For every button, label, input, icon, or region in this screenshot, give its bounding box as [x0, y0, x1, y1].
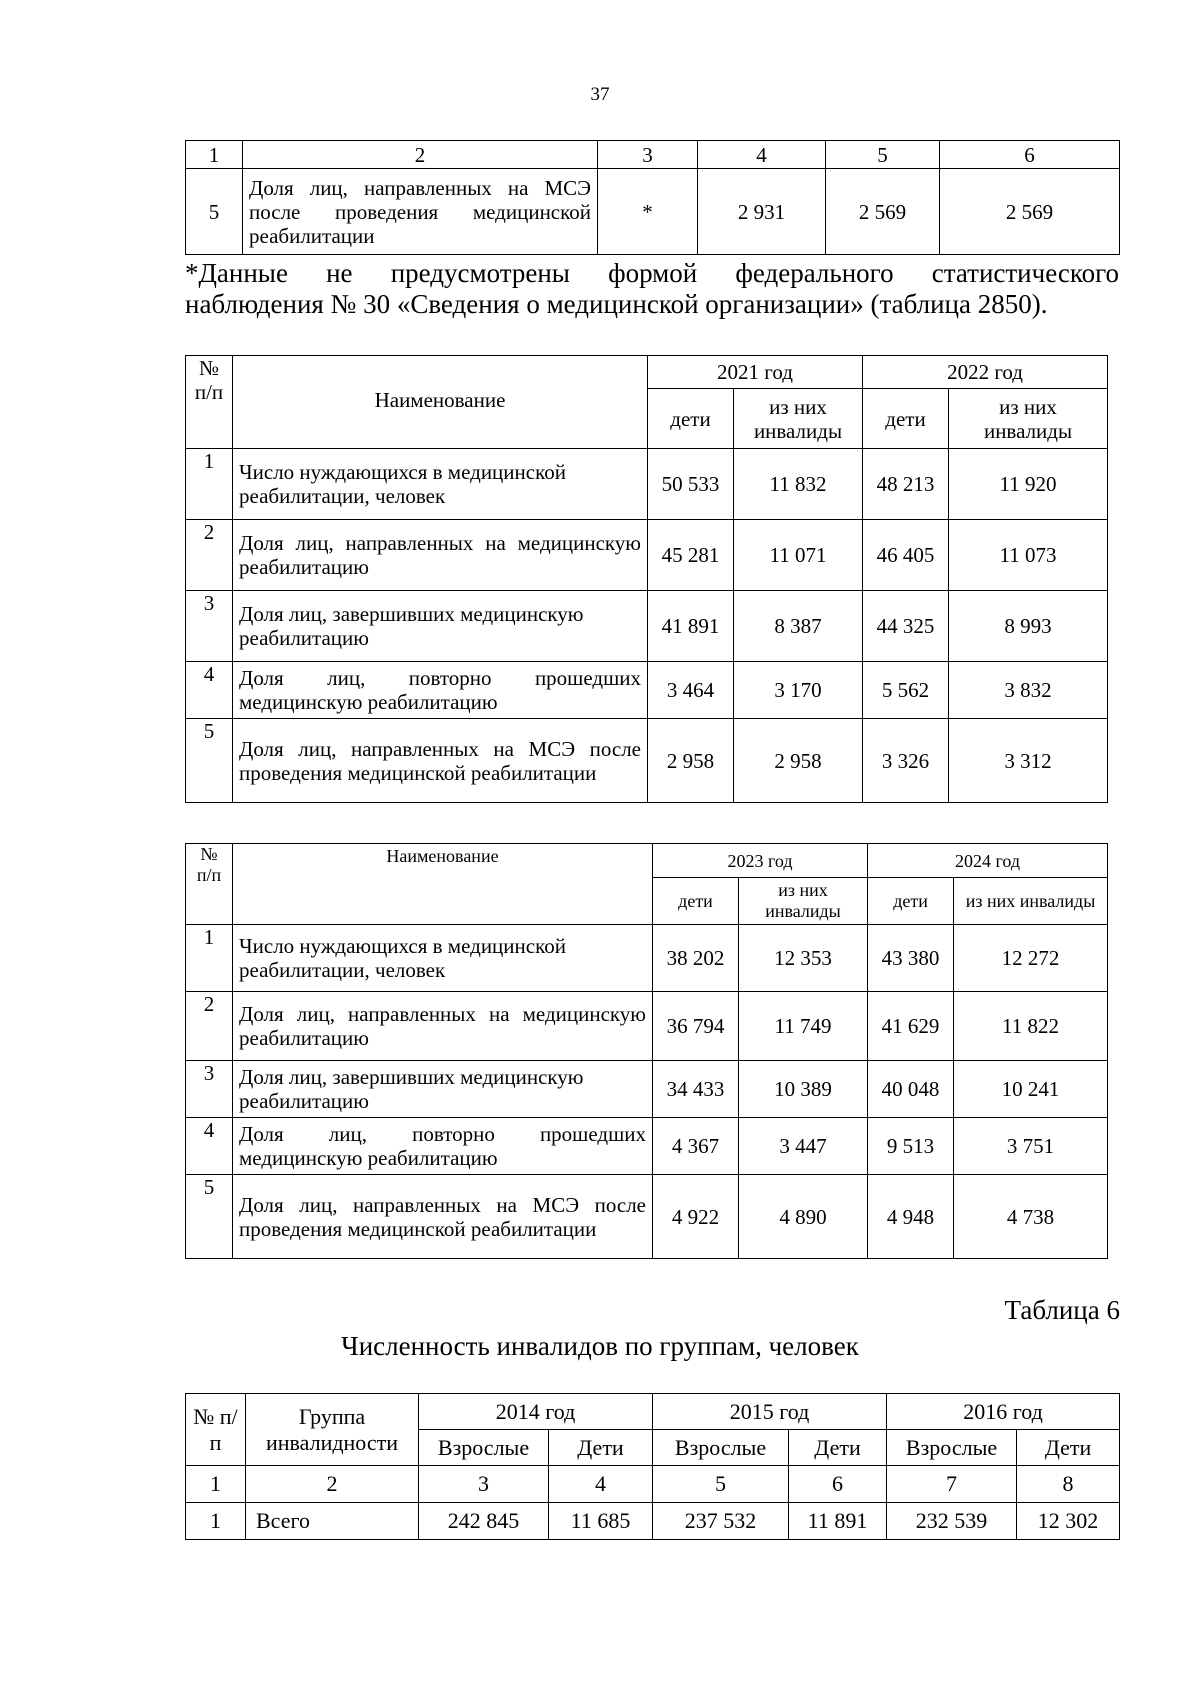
- children-header: Дети: [549, 1430, 653, 1466]
- value-cell: 5 562: [863, 662, 949, 719]
- index-cell: 4: [549, 1466, 653, 1503]
- num-header: № п/п: [186, 1394, 246, 1466]
- footnote-line-2: наблюдения № 30 «Сведения о медицинской организации» (таблица 2850).: [185, 289, 1048, 319]
- index-cell: 1: [186, 141, 243, 169]
- children-header: дети: [648, 389, 734, 449]
- index-cell: 7: [887, 1466, 1017, 1503]
- children-header: Дети: [1017, 1430, 1120, 1466]
- adults-header: Взрослые: [653, 1430, 789, 1466]
- value-cell: 10 389: [739, 1061, 868, 1118]
- row-number: 1: [186, 1503, 246, 1540]
- value-cell: 3 326: [863, 719, 949, 803]
- value-cell: 4 738: [954, 1175, 1108, 1259]
- value-cell: 3 832: [949, 662, 1108, 719]
- year-header: 2014 год: [419, 1394, 653, 1430]
- value-cell: 43 380: [868, 925, 954, 992]
- value-cell: 8 993: [949, 591, 1108, 662]
- table-row: [186, 662, 1108, 719]
- value-cell: *: [598, 169, 698, 255]
- value-cell: 10 241: [954, 1061, 1108, 1118]
- row-name: Доля лиц, направленных на МСЭ после проведения медицинской реабилитации: [233, 719, 648, 803]
- value-cell: 9 513: [868, 1118, 954, 1175]
- value-cell: 50 533: [648, 449, 734, 520]
- index-cell: 6: [789, 1466, 887, 1503]
- row-number: 4: [186, 1118, 233, 1175]
- footnote: [185, 258, 1119, 320]
- year-header: 2015 год: [653, 1394, 887, 1430]
- index-cell: 3: [598, 141, 698, 169]
- value-cell: 40 048: [868, 1061, 954, 1118]
- value-cell: 11 891: [789, 1503, 887, 1540]
- value-cell: 11 073: [949, 520, 1108, 591]
- table-row: [186, 1503, 1120, 1540]
- value-cell: 3 464: [648, 662, 734, 719]
- value-cell: 38 202: [653, 925, 739, 992]
- value-cell: 34 433: [653, 1061, 739, 1118]
- disabled-header: из них инвалиды: [739, 878, 868, 925]
- adults-header: Взрослые: [419, 1430, 549, 1466]
- value-cell: 8 387: [734, 591, 863, 662]
- value-cell: 3 751: [954, 1118, 1108, 1175]
- row-name: Доля лиц, повторно прошедших медицинскую реабилитацию: [233, 662, 648, 719]
- value-cell: 2 931: [698, 169, 826, 255]
- value-cell: 11 822: [954, 992, 1108, 1061]
- table-row: [186, 591, 1108, 662]
- value-cell: 11 749: [739, 992, 868, 1061]
- year-header: 2016 год: [887, 1394, 1120, 1430]
- continuation-table: [185, 140, 1120, 255]
- row-name: Доля лиц, повторно прошедших медицинскую реабилитацию: [233, 1118, 653, 1175]
- table-row: [186, 449, 1108, 520]
- table-row: [186, 1061, 1108, 1118]
- value-cell: 48 213: [863, 449, 949, 520]
- value-cell: 4 948: [868, 1175, 954, 1259]
- year-header: 2022 год: [863, 356, 1108, 389]
- value-cell: 36 794: [653, 992, 739, 1061]
- value-cell: 2 569: [940, 169, 1120, 255]
- children-header: Дети: [789, 1430, 887, 1466]
- table-label: Таблица 6: [1004, 1295, 1120, 1325]
- row-name: Доля лиц, завершивших медицинскую реабилитацию: [233, 591, 648, 662]
- row-name: Доля лиц, завершивших медицинскую реабилитацию: [233, 1061, 653, 1118]
- row-number: 5: [186, 719, 233, 803]
- group-header: Группа инвалидности: [246, 1394, 419, 1466]
- children-header: дети: [868, 878, 954, 925]
- row-number: 1: [186, 449, 233, 520]
- index-row: [186, 1466, 1120, 1503]
- header-row: [186, 1394, 1120, 1430]
- year-header: 2021 год: [648, 356, 863, 389]
- disabled-header: из них инвалиды: [734, 389, 863, 449]
- name-header: Наименование: [233, 356, 648, 449]
- row-number: 3: [186, 1061, 233, 1118]
- row-name: Доля лиц, направленных на медицинскую реабилитацию: [233, 992, 653, 1061]
- adults-header: Взрослые: [887, 1430, 1017, 1466]
- row-number: 3: [186, 591, 233, 662]
- rehab-table-2023-2024: [185, 843, 1108, 1259]
- value-cell: 45 281: [648, 520, 734, 591]
- name-header: Наименование: [233, 844, 653, 925]
- value-cell: 3 312: [949, 719, 1108, 803]
- value-cell: 4 890: [739, 1175, 868, 1259]
- num-header: № п/п: [186, 356, 233, 449]
- table-row: [186, 520, 1108, 591]
- value-cell: 3 170: [734, 662, 863, 719]
- row-number: 2: [186, 992, 233, 1061]
- value-cell: 44 325: [863, 591, 949, 662]
- index-cell: 1: [186, 1466, 246, 1503]
- table-row: [186, 1175, 1108, 1259]
- value-cell: 41 629: [868, 992, 954, 1061]
- row-number: 5: [186, 169, 243, 255]
- rehab-table-2021-2022: [185, 355, 1108, 803]
- index-cell: 5: [653, 1466, 789, 1503]
- value-cell: 12 302: [1017, 1503, 1120, 1540]
- num-header: № п/п: [186, 844, 233, 925]
- value-cell: 3 447: [739, 1118, 868, 1175]
- value-cell: 11 685: [549, 1503, 653, 1540]
- row-name: Доля лиц, направленных на МСЭ после проведения медицинской реабилитации: [243, 169, 598, 255]
- table-caption: Численность инвалидов по группам, человек: [341, 1331, 859, 1361]
- table-row: [186, 169, 1120, 255]
- row-number: 2: [186, 520, 233, 591]
- row-name: Число нуждающихся в медицинской реабилитации, человек: [233, 925, 653, 992]
- header-row: [186, 356, 1108, 389]
- row-name: Всего: [246, 1503, 419, 1540]
- index-cell: 5: [826, 141, 940, 169]
- page-number: 37: [590, 84, 610, 105]
- index-cell: 4: [698, 141, 826, 169]
- row-name: Число нуждающихся в медицинской реабилитации, человек: [233, 449, 648, 520]
- footnote-line-1: *Данные не предусмотрены формой федерального статистического: [185, 258, 1119, 288]
- row-number: 1: [186, 925, 233, 992]
- value-cell: 232 539: [887, 1503, 1017, 1540]
- value-cell: 11 832: [734, 449, 863, 520]
- table-row: [186, 925, 1108, 992]
- disabled-header: из них инвалиды: [949, 389, 1108, 449]
- disability-groups-table: [185, 1393, 1120, 1540]
- index-cell: 8: [1017, 1466, 1120, 1503]
- header-row: [186, 844, 1108, 878]
- value-cell: 242 845: [419, 1503, 549, 1540]
- year-header: 2023 год: [653, 844, 868, 878]
- row-name: Доля лиц, направленных на медицинскую реабилитацию: [233, 520, 648, 591]
- children-header: дети: [653, 878, 739, 925]
- value-cell: 41 891: [648, 591, 734, 662]
- table-row: [186, 992, 1108, 1061]
- row-number: 4: [186, 662, 233, 719]
- value-cell: 2 569: [826, 169, 940, 255]
- value-cell: 11 071: [734, 520, 863, 591]
- value-cell: 2 958: [734, 719, 863, 803]
- value-cell: 237 532: [653, 1503, 789, 1540]
- row-name: Доля лиц, направленных на МСЭ после проведения медицинской реабилитации: [233, 1175, 653, 1259]
- value-cell: 46 405: [863, 520, 949, 591]
- year-header: 2024 год: [868, 844, 1108, 878]
- value-cell: 4 367: [653, 1118, 739, 1175]
- index-cell: 6: [940, 141, 1120, 169]
- value-cell: 12 272: [954, 925, 1108, 992]
- table-row: [186, 719, 1108, 803]
- value-cell: 4 922: [653, 1175, 739, 1259]
- index-cell: 2: [243, 141, 598, 169]
- value-cell: 2 958: [648, 719, 734, 803]
- children-header: дети: [863, 389, 949, 449]
- index-cell: 3: [419, 1466, 549, 1503]
- value-cell: 12 353: [739, 925, 868, 992]
- index-cell: 2: [246, 1466, 419, 1503]
- row-number: 5: [186, 1175, 233, 1259]
- table-row: [186, 1118, 1108, 1175]
- value-cell: 11 920: [949, 449, 1108, 520]
- index-row: [186, 141, 1120, 169]
- disabled-header: из них инвалиды: [954, 878, 1108, 925]
